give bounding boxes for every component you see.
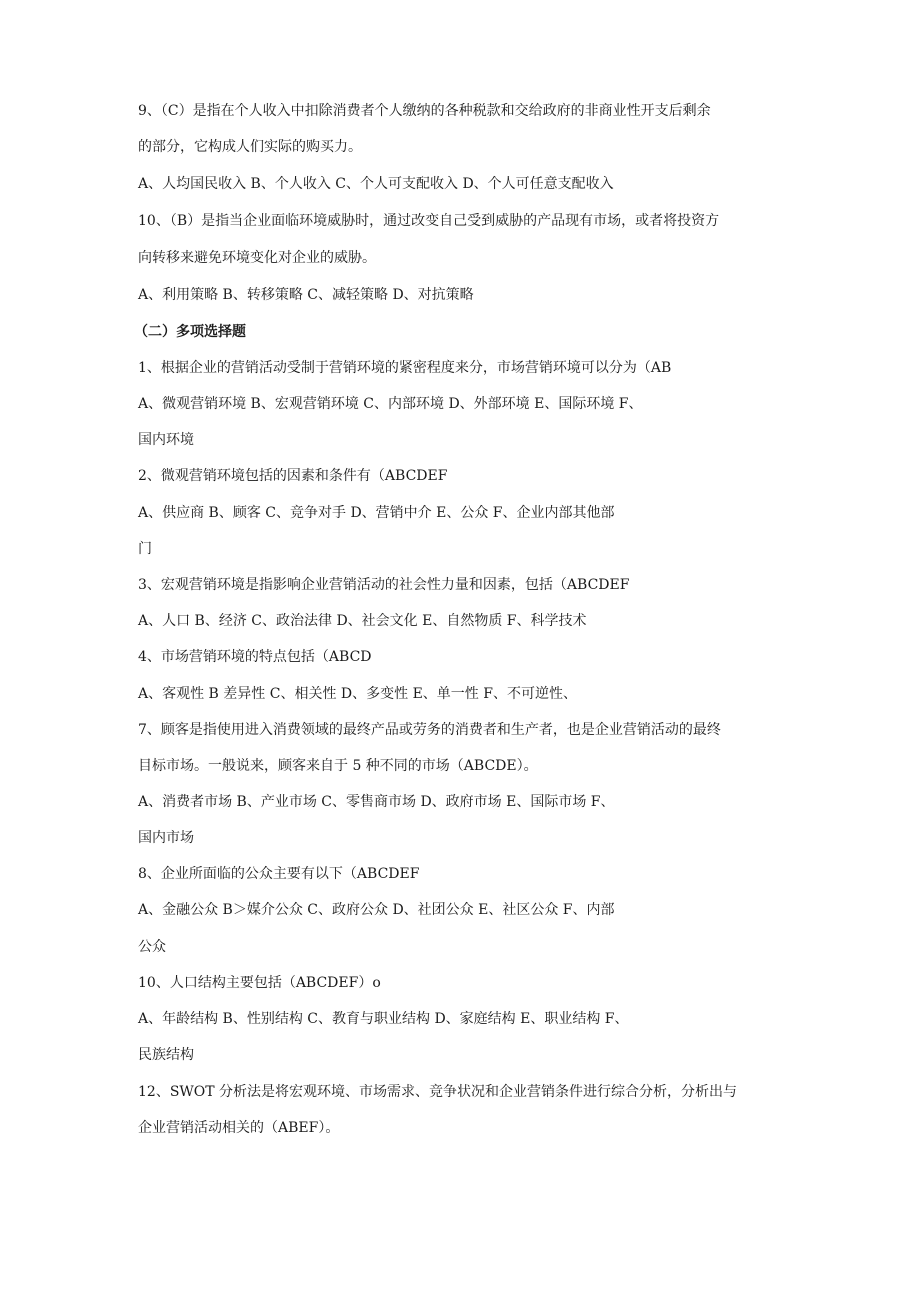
question-10-options: A、利用策略 B、转移策略 C、减轻策略 D、对抗策略 [138, 287, 474, 303]
question-9-text: 9、（C）是指在个人收入中扣除消费者个人缴纳的各种税款和交给政府的非商业性开支后剩余 [138, 103, 711, 119]
mc-question-12-text: 12、SWOT 分析法是将宏观环境、市场需求、竞争状况和企业营销条件进行综合分析，分析出与 [138, 1084, 738, 1100]
question-9-options: A、人均国民收入 B、个人收入 C、个人可支配收入 D、个人可任意支配收入 [138, 176, 614, 192]
mc-question-3-text: 3、宏观营销环境是指影响企业营销活动的社会性力量和因素，包括（ABCDEF [138, 577, 630, 593]
mc-question-7-options: A、消费者市场 B、产业市场 C、零售商市场 D、政府市场 E、国际市场 F、 [138, 794, 615, 810]
question-10-text-cont: 向转移来避免环境变化对企业的威胁。 [138, 250, 376, 266]
question-9-text-cont: 的部分，它构成人们实际的购买力。 [138, 139, 362, 155]
mc-question-7-text: 7、顾客是指使用进入消费领域的最终产品或劳务的消费者和生产者，也是企业营销活动的最终 [138, 722, 721, 738]
mc-question-2-options: A、供应商 B、顾客 C、竞争对手 D、营销中介 E、公众 F、企业内部其他部 [138, 505, 615, 521]
question-10-text: 10、（B）是指当企业面临环境威胁时，通过改变自己受到威胁的产品现有市场，或者将投资方 [138, 213, 720, 229]
mc-question-12-text-cont: 企业营销活动相关的（ABEF）。 [138, 1120, 340, 1136]
mc-question-7-options-cont: 国内市场 [138, 830, 194, 846]
mc-question-1-options: A、微观营销环境 B、宏观营销环境 C、内部环境 D、外部环境 E、国际环境 F、 [138, 396, 643, 412]
section-heading: （二）多项选择题 [134, 324, 246, 340]
mc-question-4-options: A、客观性 B 差异性 C、相关性 D、多变性 E、单一性 F、不可逆性、 [138, 686, 577, 702]
mc-question-8-options: A、金融公众 B＞媒介公众 C、政府公众 D、社团公众 E、社区公众 F、内部 [138, 902, 615, 918]
mc-question-1-text: 1、根据企业的营销活动受制于营销环境的紧密程度来分，市场营销环境可以分为（AB [138, 360, 672, 376]
mc-question-10-text: 10、人口结构主要包括（ABCDEF）o [138, 975, 381, 991]
mc-question-2-options-cont: 门 [138, 541, 152, 557]
mc-question-8-text: 8、企业所面临的公众主要有以下（ABCDEF [138, 866, 420, 882]
mc-question-8-options-cont: 公众 [138, 939, 166, 955]
mc-question-3-options: A、人口 B、经济 C、政治法律 D、社会文化 E、自然物质 F、科学技术 [138, 613, 587, 629]
mc-question-10-options: A、年龄结构 B、性别结构 C、教育与职业结构 D、家庭结构 E、职业结构 F、 [138, 1011, 629, 1027]
mc-question-7-text-cont: 目标市场。一般说来，顾客来自于 5 种不同的市场（ABCDE）。 [138, 758, 538, 774]
mc-question-2-text: 2、微观营销环境包括的因素和条件有（ABCDEF [138, 468, 448, 484]
mc-question-1-options-cont: 国内环境 [138, 432, 194, 448]
mc-question-4-text: 4、市场营销环境的特点包括（ABCD [138, 649, 372, 665]
mc-question-10-options-cont: 民族结构 [138, 1047, 194, 1063]
